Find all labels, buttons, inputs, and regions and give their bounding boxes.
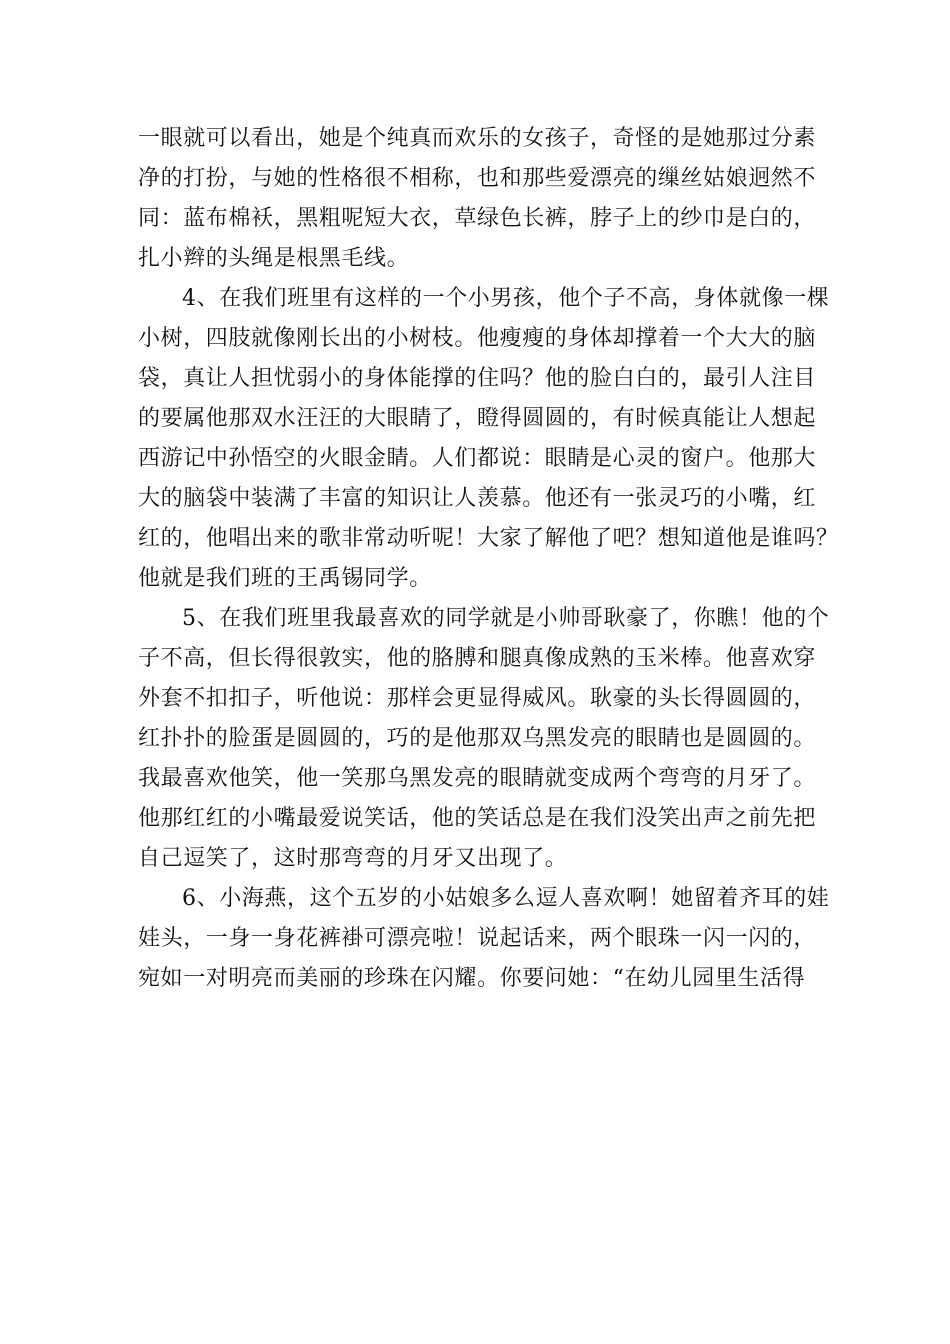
paragraph-line: 大的脑袋中装满了丰富的知识让人羡慕。他还有一张灵巧的小嘴，红 xyxy=(138,486,817,511)
paragraph-line: 红扑扑的脸蛋是圆圆的，巧的是他那双乌黑发亮的眼睛也是圆圆的。 xyxy=(138,726,817,751)
paragraph-1 xyxy=(138,119,838,279)
paragraph-line: 小树，四肢就像刚长出的小树枝。他瘦瘦的身体却撑着一个大大的脑 xyxy=(138,326,817,351)
paragraph-line: 宛如一对明亮而美丽的珍珠在闪耀。你要问她：“在幼儿园里生活得 xyxy=(138,966,806,991)
paragraph-5 xyxy=(138,599,838,879)
paragraph-4 xyxy=(138,279,838,599)
paragraph-line: 我最喜欢他笑，他一笑那乌黑发亮的眼睛就变成两个弯弯的月牙了。 xyxy=(138,766,817,791)
paragraph-line: 6、小海燕，这个五岁的小姑娘多么逗人喜欢啊！她留着齐耳的娃 xyxy=(182,886,830,911)
paragraph-line: 一眼就可以看出，她是个纯真而欢乐的女孩子，奇怪的是她那过分素 xyxy=(138,126,817,151)
paragraph-line: 自己逗笑了，这时那弯弯的月牙又出现了。 xyxy=(138,846,568,871)
paragraph-line: 袋，真让人担忧弱小的身体能撑的住吗？他的脸白白的，最引人注目 xyxy=(138,366,817,391)
paragraph-line: 他就是我们班的王禹锡同学。 xyxy=(138,566,432,591)
paragraph-line: 子不高，但长得很敦实，他的胳膊和腿真像成熟的玉米棒。他喜欢穿 xyxy=(138,646,817,671)
paragraph-6 xyxy=(138,879,838,999)
document-body xyxy=(138,119,838,999)
paragraph-line: 他那红红的小嘴最爱说笑话，他的笑话总是在我们没笑出声之前先把 xyxy=(138,806,817,831)
paragraph-line: 扎小辫的头绳是根黑毛线。 xyxy=(138,246,410,271)
paragraph-line: 西游记中孙悟空的火眼金睛。人们都说：眼睛是心灵的窗户。他那大 xyxy=(138,446,817,471)
paragraph-line: 4、在我们班里有这样的一个小男孩，他个子不高，身体就像一棵 xyxy=(182,286,830,311)
paragraph-line: 同：蓝布棉袄，黑粗呢短大衣，草绿色长裤，脖子上的纱巾是白的， xyxy=(138,206,817,231)
paragraph-line: 的要属他那双水汪汪的大眼睛了，瞪得圆圆的，有时候真能让人想起 xyxy=(138,406,817,431)
paragraph-line: 外套不扣扣子，听他说：那样会更显得威风。耿豪的头长得圆圆的， xyxy=(138,686,817,711)
paragraph-line: 红的，他唱出来的歌非常动听呢！大家了解他了吧？想知道他是谁吗？ xyxy=(138,526,839,551)
paragraph-line: 娃头，一身一身花裤褂可漂亮啦！说起话来，两个眼珠一闪一闪的， xyxy=(138,926,817,951)
paragraph-line: 5、在我们班里我最喜欢的同学就是小帅哥耿豪了，你瞧！他的个 xyxy=(182,606,830,631)
paragraph-line: 净的打扮，与她的性格很不相称，也和那些爱漂亮的缫丝姑娘迥然不 xyxy=(138,166,817,191)
